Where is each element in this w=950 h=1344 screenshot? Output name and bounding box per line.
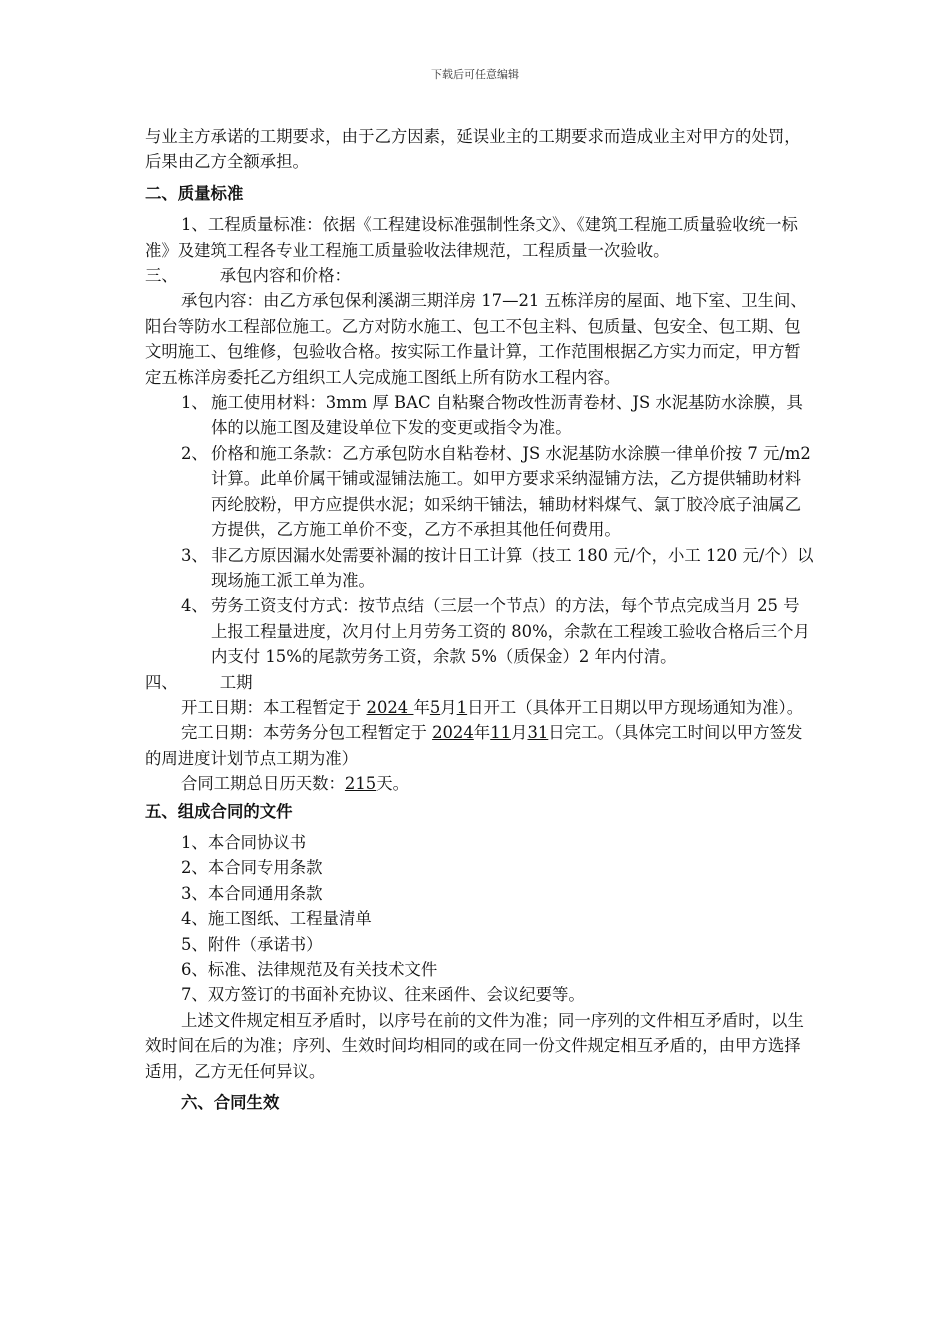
section-schedule-number: 四、 — [145, 672, 178, 692]
list-item-number: 1、 — [181, 393, 208, 413]
end-day: 31 — [527, 723, 549, 743]
list-item-text: 劳务工资支付方式：按节点结（三层一个节点）的方法，每个节点完成当月 25 号上报工程量进度，次月付上月劳务工资的 80%，余款在工程竣工验收合格后三个月内支付 15%的尾款劳务工资，余款 5%（质保金）2 年内付清。 — [211, 596, 810, 667]
end-month: 11 — [490, 723, 512, 743]
end-year: 2024 — [432, 723, 474, 743]
quality-standard-paragraph: 1、工程质量标准：依据《工程建设标准强制性条文》、《建筑工程施工质量验收统一标准》及建筑工程各专业工程施工质量验收法律规范，工程质量一次验收。 — [145, 215, 798, 260]
list-item: 7、双方签订的书面补充协议、往来函件、会议纪要等。 — [181, 985, 585, 1005]
list-item-text: 价格和施工条款：乙方承包防水自粘卷材、JS 水泥基防水涂膜一律单价按 7 元/m2 计算。此单价属干铺或湿铺法施工。如甲方要求采纳湿铺方法，乙方提供辅助材料丙纶胶粉，甲方应提供水泥；如采纳干铺法，辅助材料煤气、氯丁胶冷底子油属乙方提供，乙方施工单价不变，乙方不承担其他任何费用。 — [211, 443, 811, 540]
document-body — [145, 124, 815, 1121]
list-item-text: 施工使用材料：3mm 厚 BAC 自粘聚合物改性沥青卷材、JS 水泥基防水涂膜，具体的以施工图及建设单位下发的变更或指令为准。 — [211, 393, 803, 438]
end-date-paragraph — [145, 720, 815, 771]
total-days-value: 215 — [344, 774, 377, 794]
documents-list — [145, 830, 815, 1008]
start-date-prefix: 开工日期：本工程暂定于 — [181, 697, 367, 717]
start-year: 2024 — [366, 697, 414, 717]
section-schedule-title: 工期 — [219, 672, 253, 692]
section-effective-heading: 六、合同生效 — [181, 1093, 280, 1113]
end-year-unit: 年 — [473, 723, 491, 743]
list-item: 3、本合同通用条款 — [181, 883, 323, 903]
page-header: 下载后可任意编辑 — [431, 68, 519, 81]
list-item-text: 非乙方原因漏水处需要补漏的按计日工计算（技工 180 元/个，小工 120 元/个）以现场施工派工单为准。 — [211, 545, 814, 590]
list-item: 1、本合同协议书 — [181, 832, 307, 852]
start-month: 5 — [429, 697, 441, 717]
end-date-suffix: 日完工。（具体完工时间以甲方签发的周进度计划节点工期为准） — [145, 723, 803, 768]
list-item — [145, 543, 815, 594]
section-quality-heading: 二、质量标准 — [145, 183, 244, 203]
list-item — [145, 441, 815, 543]
scope-paragraph: 承包内容：由乙方承包保利溪湖三期洋房 17—21 五栋洋房的屋面、地下室、卫生间、阳台等防水工程部位施工。乙方对防水施工、包工不包主料、包质量、包安全、包工期、包文明施工、包维修，包验收合格。按实际工作量计算，工作范围根据乙方实力而定，甲方暂定五栋洋房委托乙方组织工人完成施工图纸上所有防水工程内容。 — [145, 291, 807, 387]
list-item-number: 2、 — [181, 443, 208, 463]
section-documents-heading: 五、组成合同的文件 — [145, 801, 293, 821]
list-item — [145, 593, 815, 669]
list-item: 5、附件（承诺书） — [181, 934, 323, 954]
total-days-prefix: 合同工期总日历天数： — [181, 774, 345, 794]
list-item: 2、本合同专用条款 — [181, 858, 323, 878]
list-item-number: 3、 — [181, 545, 208, 565]
section-scope-heading — [145, 263, 815, 288]
end-date-prefix: 完工日期：本劳务分包工程暂定于 — [181, 723, 433, 743]
start-year-unit: 年 — [413, 697, 430, 717]
list-item — [145, 390, 815, 441]
intro-paragraph: 与业主方承诺的工期要求，由于乙方因素，延误业主的工期要求而造成业主对甲方的处罚，后果由乙方全额承担。 — [145, 127, 801, 172]
start-day: 1 — [456, 697, 468, 717]
section-schedule-heading — [145, 670, 815, 695]
list-item: 4、施工图纸、工程量清单 — [181, 909, 372, 929]
precedence-paragraph: 上述文件规定相互矛盾时，以序号在前的文件为准；同一序列的文件相互矛盾时，以生效时间在后的为准；序列、生效时间均相同的或在同一份文件规定相互矛盾的，由甲方选择适用，乙方无任何异议。 — [145, 1010, 804, 1081]
start-date-suffix: 日开工（具体开工日期以甲方现场通知为准）。 — [467, 697, 804, 717]
section-scope-number: 三、 — [145, 266, 178, 286]
total-days-suffix: 天。 — [376, 774, 409, 794]
start-month-unit: 月 — [440, 697, 457, 717]
end-month-unit: 月 — [511, 723, 528, 743]
start-date-paragraph — [145, 695, 815, 720]
total-days-paragraph — [145, 771, 815, 796]
list-item: 6、标准、法律规范及有关技术文件 — [181, 960, 438, 979]
section-scope-title: 承包内容和价格： — [219, 266, 351, 286]
list-item-number: 4、 — [181, 596, 208, 616]
